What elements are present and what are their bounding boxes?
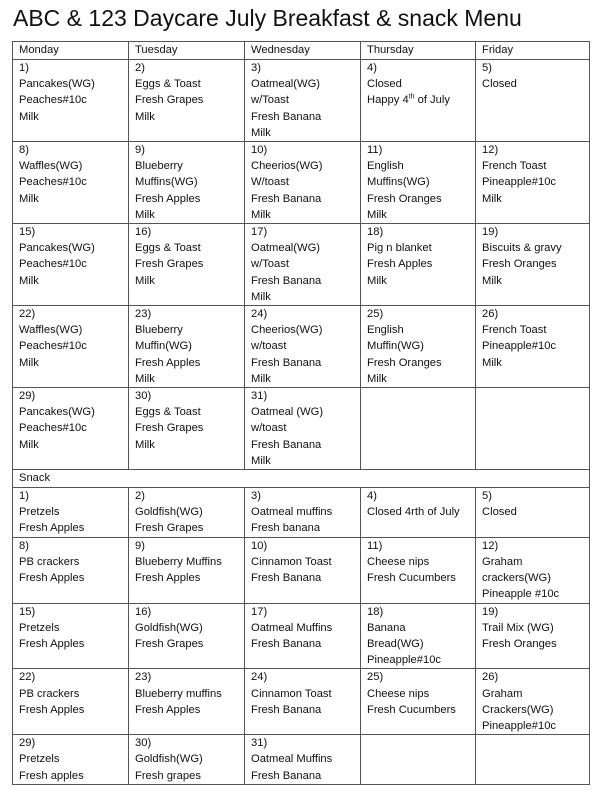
menu-item: Closed: [482, 78, 517, 91]
menu-item: Pineapple#10c: [482, 176, 557, 189]
menu-item: Milk: [19, 192, 39, 205]
menu-cell: [13, 388, 129, 470]
menu-item: Pretzels: [19, 753, 60, 766]
date-number: 1): [19, 62, 29, 74]
date-number: 19): [482, 605, 499, 618]
menu-item: Peaches#10c: [19, 340, 87, 353]
menu-item: Pretzels: [19, 621, 60, 634]
menu-item: Blueberry: [135, 324, 183, 337]
menu-cell: [245, 669, 361, 735]
menu-item: crackers(WG): [482, 572, 551, 585]
menu-item: Milk: [135, 438, 155, 451]
date-number: 3): [251, 490, 261, 503]
menu-item: Cheese nips: [367, 687, 430, 700]
menu-item: Fresh Apples: [19, 703, 85, 716]
menu-item: Trail Mix (WG): [482, 621, 554, 634]
menu-item: Pineapple #10c: [482, 588, 560, 601]
menu-item: PB crackers: [19, 687, 80, 700]
menu-item: Pineapple#10c: [482, 340, 557, 353]
menu-cell: [129, 60, 245, 142]
menu-item: Milk: [251, 454, 271, 467]
menu-cell: [245, 388, 361, 470]
menu-cell: [13, 603, 129, 669]
date-number: 11): [367, 144, 383, 157]
date-number: 10): [251, 144, 268, 157]
menu-cell: [245, 60, 361, 142]
menu-cell: [361, 669, 476, 735]
menu-item: Fresh Grapes: [135, 422, 204, 435]
menu-cell: [129, 603, 245, 669]
date-number: 26): [482, 671, 499, 684]
date-number: 2): [135, 62, 145, 74]
menu-item: Fresh Apples: [135, 192, 201, 205]
menu-item: Closed 4rth of July: [367, 506, 460, 519]
menu-item: Graham: [482, 687, 523, 700]
menu-cell: [476, 306, 590, 388]
date-number: 8): [19, 144, 29, 157]
menu-item: Muffins(WG): [135, 176, 198, 189]
breakfast-week-row: [13, 388, 590, 470]
menu-item: Eggs & Toast: [135, 242, 201, 255]
menu-item: Fresh Apples: [19, 522, 85, 535]
menu-cell: [13, 224, 129, 306]
date-number: 10): [251, 539, 268, 552]
menu-item: Cheese nips: [367, 555, 430, 568]
date-number: 26): [482, 308, 499, 321]
menu-item: PB crackers: [19, 555, 80, 568]
menu-cell: [13, 669, 129, 735]
breakfast-week-row: [13, 306, 590, 388]
menu-item: Waffles(WG): [19, 160, 83, 173]
date-number: 30): [135, 737, 152, 750]
menu-item: Fresh Banana: [251, 703, 322, 716]
menu-item: Muffins(WG): [367, 176, 430, 189]
menu-cell: [361, 224, 476, 306]
menu-cell: [476, 224, 590, 306]
date-number: 22): [19, 671, 36, 684]
menu-item: Fresh Apples: [19, 637, 85, 650]
menu-item: French Toast: [482, 324, 547, 337]
menu-item: Fresh Banana: [251, 438, 322, 451]
date-number: 12): [482, 144, 499, 157]
menu-cell: [245, 488, 361, 538]
menu-cell: [129, 537, 245, 603]
date-number: 4): [367, 62, 377, 74]
menu-item: Fresh Oranges: [482, 258, 557, 271]
menu-cell: [361, 603, 476, 669]
menu-item: Blueberry: [135, 160, 183, 173]
menu-item: Fresh Banana: [251, 356, 322, 369]
menu-item: Peaches#10c: [19, 258, 87, 271]
menu-item: Muffin(WG): [367, 340, 424, 353]
menu-cell: [476, 735, 590, 785]
menu-item: Fresh Banana: [251, 192, 322, 205]
menu-item: Peaches#10c: [19, 94, 87, 107]
menu-cell: [245, 306, 361, 388]
menu-item: Fresh Oranges: [482, 637, 557, 650]
date-number: 25): [367, 308, 384, 321]
date-number: 31): [251, 737, 268, 750]
menu-item: Milk: [251, 290, 271, 303]
menu-item: Milk: [482, 356, 502, 369]
date-number: 29): [19, 390, 36, 403]
menu-item: Fresh Banana: [251, 110, 322, 123]
menu-cell: [245, 603, 361, 669]
menu-item: Milk: [251, 372, 271, 385]
menu-item: Milk: [367, 208, 387, 221]
day-header-friday: Friday: [476, 42, 590, 60]
menu-item: Milk: [19, 110, 39, 123]
menu-cell: [361, 142, 476, 224]
menu-item: Fresh Banana: [251, 637, 322, 650]
date-number: 5): [482, 490, 492, 503]
menu-item: Fresh Apples: [135, 572, 201, 585]
menu-item: Blueberry Muffins: [135, 555, 222, 568]
day-header-thursday: Thursday: [361, 42, 476, 60]
day-header-wednesday: Wednesday: [245, 42, 361, 60]
menu-item: Oatmeal (WG): [251, 406, 324, 419]
menu-item: Oatmeal(WG): [251, 78, 320, 91]
snack-section: [13, 488, 590, 785]
date-number: 25): [367, 671, 384, 684]
date-number: 22): [19, 308, 36, 321]
menu-item: Pancakes(WG): [19, 78, 95, 91]
menu-cell: [13, 306, 129, 388]
menu-item: Pancakes(WG): [19, 406, 95, 419]
menu-item: Fresh Apples: [19, 572, 85, 585]
menu-item: Cheerios(WG): [251, 160, 323, 173]
menu-item: Milk: [19, 438, 39, 451]
menu-item: Peaches#10c: [19, 176, 87, 189]
menu-cell: [476, 603, 590, 669]
menu-cell: [129, 306, 245, 388]
menu-item: Fresh grapes: [135, 769, 201, 782]
snack-header-row: [13, 470, 590, 488]
breakfast-week-row: [13, 224, 590, 306]
menu-item: Oatmeal(WG): [251, 242, 320, 255]
menu-item: Cheerios(WG): [251, 324, 323, 337]
menu-cell: [129, 488, 245, 538]
menu-item: Fresh Banana: [251, 572, 322, 585]
menu-item: W/toast: [251, 176, 289, 189]
menu-cell: [476, 142, 590, 224]
snack-week-row: [13, 603, 590, 669]
menu-item: Pretzels: [19, 506, 60, 519]
menu-item: w/toast: [251, 422, 287, 435]
menu-cell: [361, 306, 476, 388]
snack-heading: Snack: [13, 470, 590, 488]
menu-item: w/Toast: [251, 258, 289, 271]
date-number: 4): [367, 490, 377, 503]
date-number: 30): [135, 390, 152, 403]
menu-item: Fresh Oranges: [367, 192, 442, 205]
menu-cell: [129, 142, 245, 224]
breakfast-section: [13, 60, 590, 470]
menu-cell: [13, 142, 129, 224]
date-number: 23): [135, 308, 152, 321]
menu-cell: [129, 735, 245, 785]
breakfast-week-row: [13, 60, 590, 142]
date-number: 1): [19, 490, 29, 503]
date-number: 15): [19, 605, 36, 618]
menu-item: Fresh Apples: [135, 356, 201, 369]
menu-item: Milk: [135, 372, 155, 385]
menu-item: Milk: [19, 274, 39, 287]
date-number: 19): [482, 226, 499, 239]
menu-cell: [129, 388, 245, 470]
menu-item: Cinnamon Toast: [251, 687, 332, 700]
menu-cell: [476, 488, 590, 538]
menu-item: Fresh Banana: [251, 769, 322, 782]
menu-cell: [245, 735, 361, 785]
menu-item: Oatmeal Muffins: [251, 621, 333, 634]
menu-item: Goldfish(WG): [135, 506, 203, 519]
menu-item: Fresh banana: [251, 522, 321, 535]
menu-item: Waffles(WG): [19, 324, 83, 337]
menu-item: Milk: [251, 126, 271, 139]
menu-item: Peaches#10c: [19, 422, 87, 435]
menu-item: Fresh Cucumbers: [367, 703, 456, 716]
menu-item: Oatmeal Muffins: [251, 753, 333, 766]
menu-item: French Toast: [482, 160, 547, 173]
date-number: 18): [367, 605, 384, 618]
menu-item: Oatmeal muffins: [251, 506, 333, 519]
menu-item: Banana: [367, 621, 406, 634]
menu-item: Blueberry muffins: [135, 687, 222, 700]
menu-item: Crackers(WG): [482, 703, 554, 716]
menu-item: English: [367, 160, 404, 173]
menu-item: Milk: [367, 372, 387, 385]
menu-item: Fresh Grapes: [135, 94, 204, 107]
menu-cell: [245, 224, 361, 306]
menu-item: Goldfish(WG): [135, 621, 203, 634]
breakfast-week-row: [13, 142, 590, 224]
menu-cell: [361, 488, 476, 538]
menu-item: Milk: [251, 208, 271, 221]
menu-title: ABC & 123 Daycare July Breakfast & snack Menu: [13, 5, 522, 31]
menu-item: Fresh Apples: [367, 258, 433, 271]
menu-cell: [129, 669, 245, 735]
date-number: 17): [251, 605, 268, 618]
snack-week-row: [13, 488, 590, 538]
menu-item: Fresh Grapes: [135, 258, 204, 271]
date-number: 23): [135, 671, 152, 684]
menu-cell: [13, 537, 129, 603]
date-number: 15): [19, 226, 36, 239]
menu-cell: [361, 60, 476, 142]
menu-item: Pig n blanket: [367, 242, 432, 255]
date-number: 17): [251, 226, 268, 239]
menu-item: Fresh Banana: [251, 274, 322, 287]
day-header-row: [13, 42, 590, 60]
date-number: 8): [19, 539, 29, 552]
menu-cell: [476, 669, 590, 735]
date-number: 16): [135, 605, 152, 618]
snack-week-row: [13, 537, 590, 603]
menu-cell: [476, 388, 590, 470]
menu-item: Eggs & Toast: [135, 406, 201, 419]
menu-item: w/toast: [251, 340, 287, 353]
menu-item: Cinnamon Toast: [251, 555, 332, 568]
menu-cell: [13, 488, 129, 538]
menu-item: Milk: [135, 110, 155, 123]
menu-item: Graham: [482, 555, 523, 568]
menu-cell: [13, 735, 129, 785]
menu-cell: [245, 142, 361, 224]
menu-cell: [476, 537, 590, 603]
menu-item: Milk: [135, 208, 155, 221]
menu-item: Fresh Apples: [135, 703, 201, 716]
menu-item: English: [367, 324, 404, 337]
menu-item: Milk: [367, 274, 387, 287]
menu-cell: [129, 224, 245, 306]
snack-week-row: [13, 669, 590, 735]
day-header-tuesday: Tuesday: [129, 42, 245, 60]
date-number: 9): [135, 539, 145, 552]
menu-cell: [361, 537, 476, 603]
snack-week-row: [13, 735, 590, 785]
menu-item: Fresh apples: [19, 769, 84, 782]
menu-item: Biscuits & gravy: [482, 242, 562, 255]
date-number: 12): [482, 539, 499, 552]
date-number: 11): [367, 539, 383, 552]
menu-item: Closed: [367, 78, 402, 91]
menu-item: Pineapple#10c: [367, 654, 442, 667]
date-number: 9): [135, 144, 145, 157]
menu-item: Closed: [482, 506, 517, 519]
menu-item: Milk: [482, 192, 502, 205]
date-number: 16): [135, 226, 152, 239]
menu-item: Pancakes(WG): [19, 242, 95, 255]
menu-item: Fresh Oranges: [367, 356, 442, 369]
menu-item: Eggs & Toast: [135, 78, 201, 91]
menu-item: Fresh Cucumbers: [367, 572, 456, 585]
menu-item: Bread(WG): [367, 637, 424, 650]
menu-item: Fresh Grapes: [135, 522, 204, 535]
menu-item: Fresh Grapes: [135, 637, 204, 650]
menu-item: Goldfish(WG): [135, 753, 203, 766]
menu-cell: [476, 60, 590, 142]
menu-item: Happy 4th of July: [367, 93, 450, 107]
date-number: 29): [19, 737, 36, 750]
menu-item: Muffin(WG): [135, 340, 192, 353]
date-number: 18): [367, 226, 384, 239]
date-number: 2): [135, 490, 145, 503]
date-number: 3): [251, 62, 261, 74]
day-header-monday: Monday: [13, 42, 129, 60]
menu-cell: [361, 735, 476, 785]
date-number: 24): [251, 671, 268, 684]
date-number: 31): [251, 390, 268, 403]
menu-cell: [361, 388, 476, 470]
date-number: 5): [482, 62, 492, 74]
menu-item: Pineapple#10c: [482, 719, 557, 732]
menu-cell: [13, 60, 129, 142]
menu-item: Milk: [19, 356, 39, 369]
menu-item: w/Toast: [251, 94, 289, 107]
date-number: 24): [251, 308, 268, 321]
menu-item: Milk: [482, 274, 502, 287]
menu-table: [12, 41, 590, 785]
menu-item: Milk: [135, 274, 155, 287]
menu-cell: [245, 537, 361, 603]
